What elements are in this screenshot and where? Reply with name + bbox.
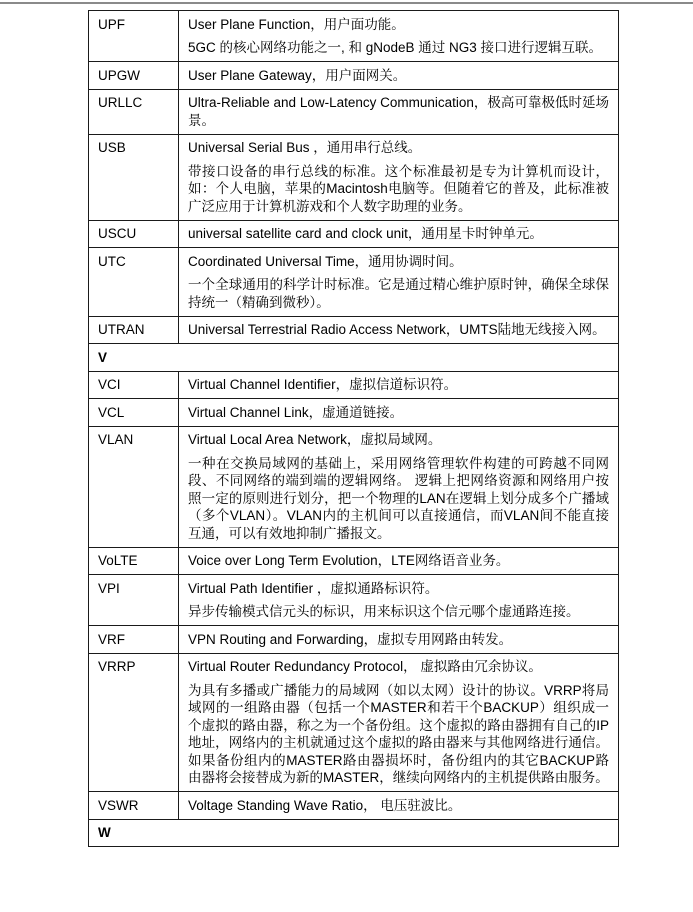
definition-cell bbox=[179, 399, 618, 426]
definition-paragraph: Voltage Standing Wave Ratio， 电压驻波比。 bbox=[188, 797, 462, 813]
definition-paragraph: Voice over Long Term Evolution，LTE网络语音业务。 bbox=[188, 553, 510, 568]
glossary-row bbox=[89, 247, 618, 316]
term-label: USCU bbox=[98, 226, 137, 241]
page-top-divider bbox=[0, 2, 693, 4]
definition-cell bbox=[179, 135, 618, 220]
definition-paragraph: Universal Serial Bus ，通用串行总线。 bbox=[188, 140, 422, 155]
definition-paragraph: 一种在交换局域网的基础上，采用网络管理软件构建的可跨越不同网段、不同网络的端到端的逻辑网络。 逻辑上把网络资源和网络用户按照一定的原则进行划分，把一个物理的LAN在逻辑上划分成多个广播域（多个VLAN）。VLAN内的主机间可以直接通信，而VLAN间不能直接互通，可以有效地抑制广播报文。 bbox=[188, 455, 609, 541]
term-cell bbox=[89, 62, 179, 89]
definition-cell bbox=[179, 317, 618, 344]
glossary-row bbox=[89, 220, 618, 248]
glossary-row bbox=[89, 316, 618, 344]
term-cell bbox=[89, 135, 179, 220]
definition-paragraph: universal satellite card and clock unit，通用星卡时钟单元。 bbox=[188, 226, 543, 241]
definition-cell bbox=[179, 11, 618, 61]
definition-paragraph: 为具有多播或广播能力的局域网（如以太网）设计的协议。VRRP将局域网的一组路由器（包括一个MASTER和若干个BACKUP）组织成一个虚拟的路由器，称之为一个备份组。这个虚拟的路由器拥有自己的IP地址，网络内的主机就通过这个虚拟的路由器来与其他网络进行通信。如果备份组内的MASTER路由器损坏时，备份组内的其它BACKUP路由器将会接替成为新的MASTER，继续向网络内的主机提供路由服务。 bbox=[188, 682, 609, 785]
definition-paragraph: Ultra-Reliable and Low-Latency Communication，极高可靠极低时延场景。 bbox=[188, 95, 609, 128]
definition-paragraph: VPN Routing and Forwarding，虚拟专用网路由转发。 bbox=[188, 631, 513, 647]
definition-paragraph: 带接口设备的串行总线的标准。这个标准最初是专为计算机而设计，如：个人电脑，苹果的Macintosh电脑等。但随着它的普及，此标准被广泛应用于计算机游戏和个人数字助理的业务。 bbox=[188, 163, 609, 214]
term-cell bbox=[89, 372, 179, 399]
term-label: VSWR bbox=[98, 797, 139, 813]
definition-cell bbox=[179, 372, 618, 399]
term-cell bbox=[89, 654, 179, 792]
glossary-row bbox=[89, 398, 618, 426]
glossary-row bbox=[89, 11, 618, 61]
term-cell bbox=[89, 248, 179, 316]
definition-paragraph: Virtual Router Redundancy Protocol， 虚拟路由冗余协议。 bbox=[188, 659, 542, 674]
definition-cell bbox=[179, 626, 618, 653]
term-label: UPF bbox=[98, 16, 125, 32]
term-cell bbox=[89, 792, 179, 819]
definition-cell bbox=[179, 62, 618, 89]
definition-paragraph: Virtual Channel Link，虚通道链接。 bbox=[188, 404, 404, 420]
glossary-row bbox=[89, 574, 618, 625]
definition-paragraph: Virtual Local Area Network，虚拟局域网。 bbox=[188, 432, 442, 447]
term-label: UTC bbox=[98, 253, 126, 269]
glossary-row bbox=[89, 371, 618, 399]
definition-cell bbox=[179, 427, 618, 547]
definition-cell bbox=[179, 248, 618, 316]
definition-paragraph: Virtual Path Identifier ，虚拟通路标识符。 bbox=[188, 580, 439, 596]
glossary-row bbox=[89, 426, 618, 547]
term-cell bbox=[89, 317, 179, 344]
definition-paragraph: Coordinated Universal Time，通用协调时间。 bbox=[188, 253, 463, 269]
definition-cell bbox=[179, 792, 618, 819]
glossary-row bbox=[89, 625, 618, 653]
section-header-row bbox=[89, 343, 618, 371]
term-label: UTRAN bbox=[98, 322, 145, 337]
term-label: VLAN bbox=[98, 432, 134, 447]
glossary-row bbox=[89, 89, 618, 134]
glossary-row bbox=[89, 547, 618, 575]
definition-cell bbox=[179, 575, 618, 625]
definition-paragraph: 异步传输模式信元头的标识，用来标识这个信元哪个虚通路连接。 bbox=[188, 604, 580, 619]
definition-paragraph: Universal Terrestrial Radio Access Network，UMTS陆地无线接入网。 bbox=[188, 322, 606, 337]
glossary-table bbox=[88, 10, 619, 847]
term-label: URLLC bbox=[98, 95, 143, 110]
definition-cell bbox=[179, 548, 618, 575]
term-cell bbox=[89, 11, 179, 61]
term-label: VRF bbox=[98, 631, 125, 647]
term-cell bbox=[89, 221, 179, 248]
term-label: VoLTE bbox=[98, 553, 138, 568]
definition-cell bbox=[179, 221, 618, 248]
term-label: VPI bbox=[98, 580, 120, 596]
glossary-row bbox=[89, 134, 618, 220]
term-cell bbox=[89, 427, 179, 547]
section-letter: W bbox=[98, 825, 111, 840]
term-label: VCI bbox=[98, 377, 121, 392]
term-cell bbox=[89, 626, 179, 653]
section-letter: V bbox=[98, 349, 108, 365]
glossary-row bbox=[89, 791, 618, 819]
definition-paragraph: Virtual Channel Identifier，虚拟信道标识符。 bbox=[188, 377, 458, 392]
glossary-row bbox=[89, 653, 618, 792]
term-cell bbox=[89, 575, 179, 625]
term-cell bbox=[89, 90, 179, 134]
section-header-row bbox=[89, 819, 618, 847]
glossary-row bbox=[89, 61, 618, 89]
term-cell bbox=[89, 548, 179, 575]
term-cell bbox=[89, 399, 179, 426]
definition-cell bbox=[179, 654, 618, 792]
definition-paragraph: User Plane Function，用户面功能。 bbox=[188, 16, 405, 32]
term-label: VRRP bbox=[98, 659, 136, 674]
term-label: VCL bbox=[98, 404, 125, 420]
term-label: USB bbox=[98, 140, 126, 155]
definition-cell bbox=[179, 90, 618, 134]
definition-paragraph: 一个全球通用的科学计时标准。它是通过精心维护原时钟，确保全球保持统一（精确到微秒）。 bbox=[188, 277, 609, 310]
definition-paragraph: User Plane Gateway，用户面网关。 bbox=[188, 67, 407, 83]
term-label: UPGW bbox=[98, 67, 140, 83]
definition-paragraph: 5GC 的核心网络功能之一, 和 gNodeB 通过 NG3 接口进行逻辑互联。 bbox=[188, 40, 603, 55]
